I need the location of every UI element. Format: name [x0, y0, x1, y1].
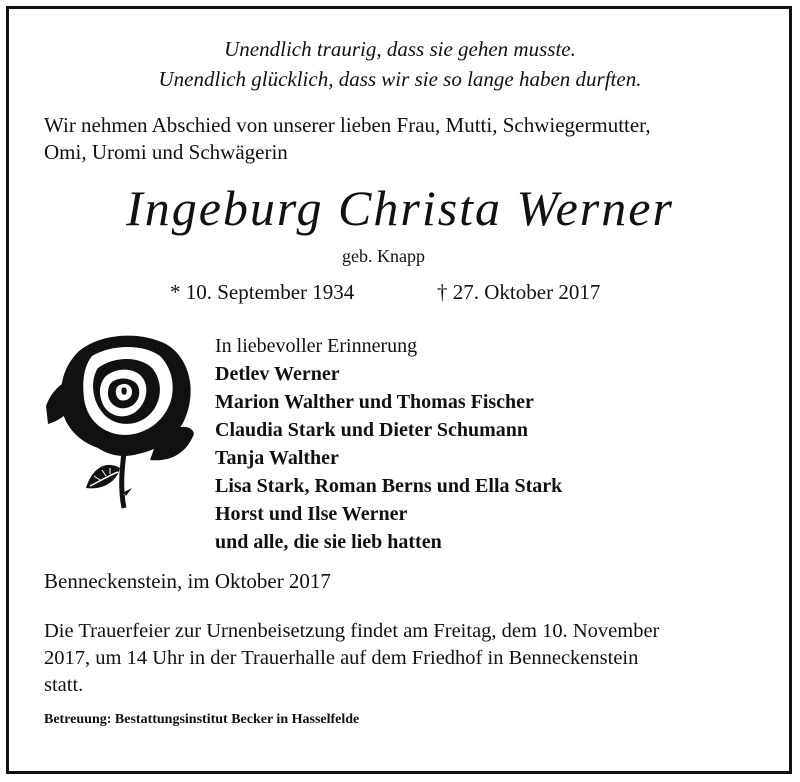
- motto-line-2: Unendlich glücklich, dass wir sie so lange haben durften.: [158, 67, 642, 91]
- death-date: † 27. Oktober 2017: [437, 280, 601, 304]
- rose-icon: [40, 320, 195, 520]
- service-line-1: Die Trauerfeier zur Urnenbeisetzung findet am Freitag, dem 10. November: [44, 620, 660, 642]
- intro-line-2: Omi, Uromi und Schwägerin: [44, 140, 288, 164]
- mourner-name: Horst und Ilse Werner: [215, 503, 408, 525]
- birth-date: * 10. September 1934: [170, 280, 355, 304]
- service-line-2: 2017, um 14 Uhr in der Trauerhalle auf dem Friedhof in Benneckenstein: [44, 647, 639, 669]
- mourners-heading: In liebevoller Erinnerung: [215, 335, 418, 357]
- service-line-3: statt.: [44, 674, 84, 696]
- deceased-name: Ingeburg Christa Werner: [126, 180, 674, 236]
- place-and-date: Benneckenstein, im Oktober 2017: [44, 569, 331, 593]
- motto-line-1: Unendlich traurig, dass sie gehen musste.: [224, 37, 576, 61]
- intro-line-1: Wir nehmen Abschied von unserer lieben Frau, Mutti, Schwiegermutter,: [44, 113, 651, 137]
- mourner-name: Lisa Stark, Roman Berns und Ella Stark: [215, 475, 563, 497]
- mourner-name: Marion Walther und Thomas Fischer: [215, 391, 534, 413]
- maiden-name: geb. Knapp: [342, 246, 425, 266]
- mourner-name: Tanja Walther: [215, 447, 339, 469]
- mourner-name: Detlev Werner: [215, 363, 340, 385]
- mourners-list: [215, 332, 775, 556]
- intro-text: [44, 112, 774, 166]
- undertaker-credit: Betreuung: Bestattungsinstitut Becker in Hasselfelde: [44, 712, 360, 727]
- mourner-name: Claudia Stark und Dieter Schumann: [215, 419, 529, 441]
- motto: [0, 34, 800, 94]
- service-info: [44, 618, 774, 699]
- mourner-name: und alle, die sie lieb hatten: [215, 531, 442, 553]
